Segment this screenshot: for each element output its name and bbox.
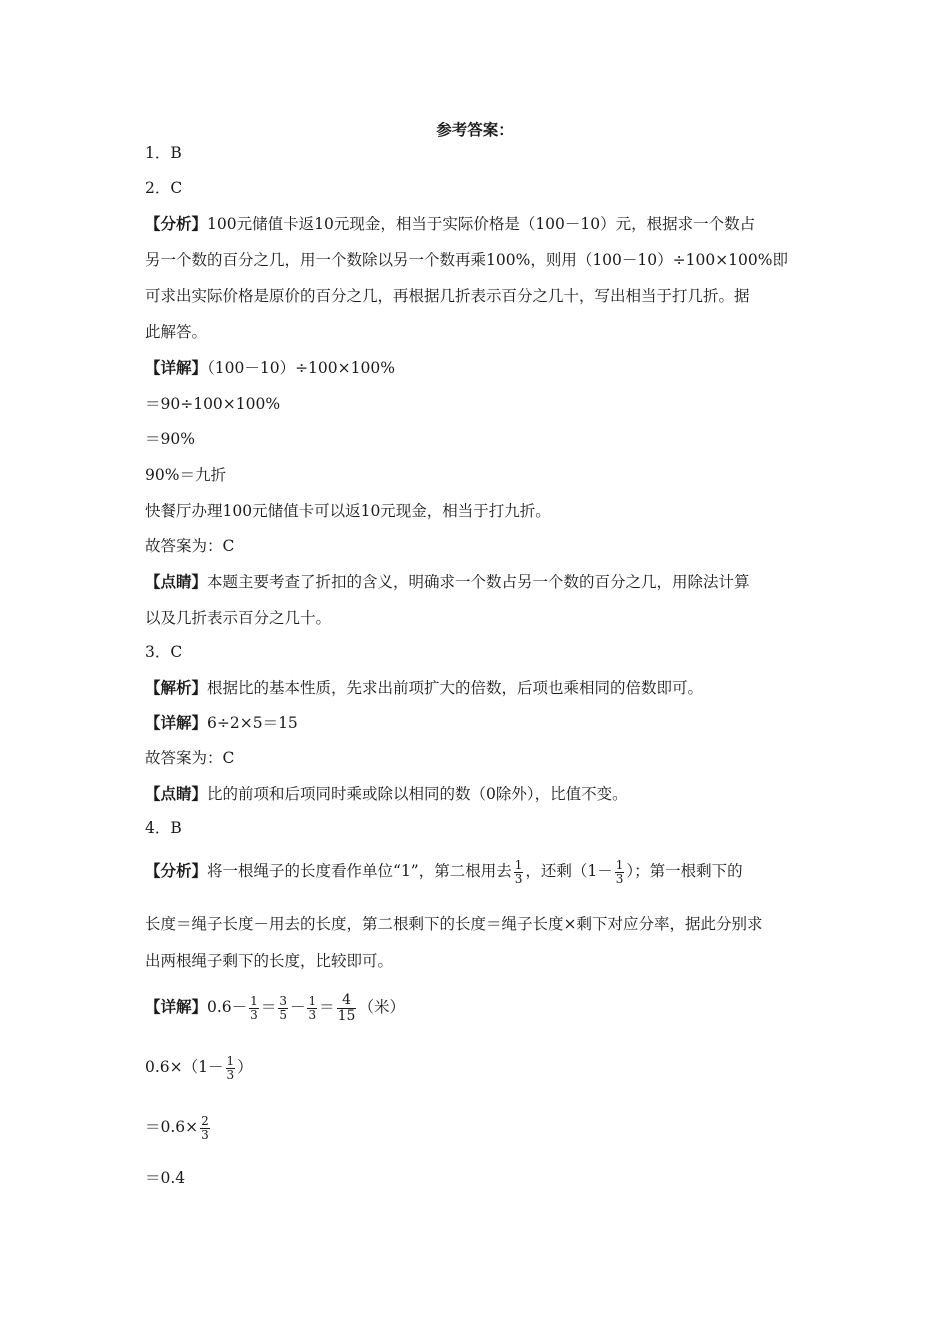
detail-tag: 【详解】: [145, 358, 208, 377]
analysis-text: 根据比的基本性质，先求出前项扩大的倍数，后项也乘相同的倍数即可。: [207, 679, 704, 697]
detail-text: ）: [237, 1058, 253, 1076]
q3-comment: [145, 784, 628, 804]
q3-conclusion: 故答案为：C: [145, 749, 235, 767]
minus-sign: －: [289, 998, 306, 1016]
analysis-text: 100元储值卡返10元现金，相当于实际价格是（100－10）元，根据求一个数占: [207, 215, 756, 233]
analysis-tag: 【解析】: [145, 678, 208, 697]
fraction-four-fifteenths: $\frac{4}{15}$: [337, 991, 356, 1024]
q4-detail-line-2: [145, 1050, 253, 1084]
fraction-three-fifths: $\frac{3}{5}$: [279, 993, 287, 1022]
q2-conclusion: 故答案为：C: [145, 537, 235, 555]
q1-answer: 1．B: [145, 144, 182, 162]
q4-analysis-line-3: 出两根绳子剩下的长度，比较即可。: [145, 952, 394, 970]
detail-text: ＝0.6×: [145, 1118, 199, 1136]
q2-comment-line-2: 以及几折表示百分之几十。: [145, 609, 332, 627]
fraction-one-third: $\frac{1}{3}$: [615, 857, 624, 886]
q2-detail-line-1: [145, 358, 395, 378]
q2-comment-line-1: [145, 572, 750, 592]
q4-analysis-line-1: [145, 854, 743, 888]
detail-tag: 【详解】: [145, 997, 208, 1016]
unit-text: （米）: [358, 998, 405, 1016]
q2-analysis-line-2: 另一个数的百分之几，用一个数除以另一个数再乘100%，则用（100－10）÷100×100%即: [145, 251, 788, 269]
fraction-one-third: $\frac{1}{3}$: [250, 993, 258, 1022]
equals-sign: ＝: [260, 998, 277, 1016]
detail-text: （100－10）÷100×100%: [207, 359, 395, 377]
comment-text: 本题主要考查了折扣的含义，明确求一个数占另一个数的百分之几，用除法计算: [207, 573, 750, 591]
q2-analysis-line-1: [145, 214, 755, 234]
q4-answer: 4．B: [145, 819, 182, 837]
q2-detail-line-4: 90%＝九折: [145, 466, 226, 484]
comment-tag: 【点睛】: [145, 784, 208, 803]
equals-sign: ＝: [319, 998, 335, 1016]
fraction-two-thirds: $\frac{2}{3}$: [201, 1113, 209, 1142]
analysis-text: ，还剩（1－: [525, 862, 613, 880]
analysis-tag: 【分析】: [145, 214, 208, 233]
fraction-one-third: $\frac{1}{3}$: [308, 993, 317, 1022]
q4-detail-line-3: [145, 1110, 212, 1144]
analysis-text: ）；第一根剩下的: [626, 862, 743, 880]
q2-analysis-line-3: 可求出实际价格是原价的百分之几，再根据几折表示百分之几十，写出相当于打几折。据: [145, 287, 750, 305]
analysis-text: 将一根绳子的长度看作单位“1”，第二根用去: [207, 862, 512, 880]
q2-detail-line-5: 快餐厅办理100元储值卡可以返10元现金，相当于打九折。: [145, 502, 551, 520]
q4-detail-line-1: [145, 990, 405, 1024]
q2-analysis-line-4: 此解答。: [145, 323, 208, 341]
q2-detail-line-3: ＝90%: [145, 430, 195, 448]
analysis-tag: 【分析】: [145, 861, 208, 880]
detail-tag: 【详解】: [145, 713, 208, 732]
fraction-one-third: $\frac{1}{3}$: [514, 857, 523, 886]
page-title: 参考答案：: [436, 120, 514, 139]
q3-detail: [145, 713, 298, 733]
q4-detail-line-4: ＝0.4: [145, 1169, 186, 1187]
fraction-one-third: $\frac{1}{3}$: [226, 1053, 235, 1082]
detail-text: 0.6×（1－: [145, 1058, 224, 1076]
q3-answer: 3．C: [145, 643, 183, 661]
q2-answer: 2．C: [145, 179, 183, 197]
detail-text: 6÷2×5＝15: [207, 714, 298, 732]
comment-tag: 【点睛】: [145, 572, 208, 591]
comment-text: 比的前项和后项同时乘或除以相同的数（0除外），比值不变。: [207, 785, 628, 803]
q4-analysis-line-2: 长度＝绳子长度－用去的长度，第二根剩下的长度＝绳子长度×剩下对应分率，据此分别求: [145, 915, 763, 933]
q3-analysis: [145, 678, 703, 698]
detail-text: 0.6－: [207, 998, 248, 1016]
q2-detail-line-2: ＝90÷100×100%: [145, 395, 281, 413]
